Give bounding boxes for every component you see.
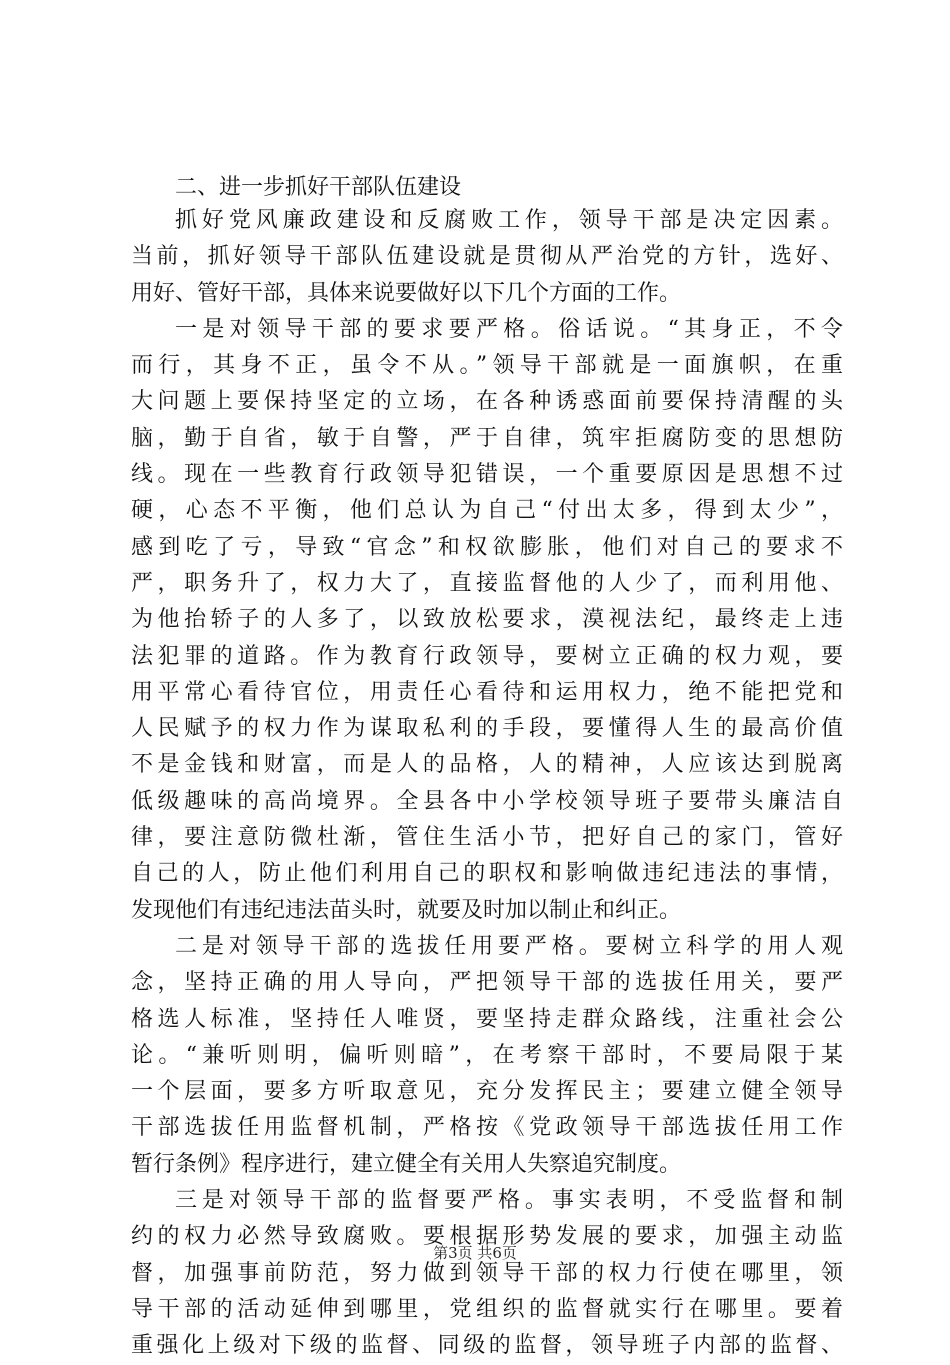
text-line: 一是对领导干部的要求要严格。俗话说。“其身正，不令 [175, 316, 843, 342]
text-line: 抓好党风廉政建设和反腐败工作，领导干部是决定因素。 [175, 208, 843, 233]
text-line: 二是对领导干部的选拔任用要严格。要树立科学的用人观 [175, 933, 843, 959]
text-line: 自己的人，防止他们利用自己的职权和影响做违纪违法的事情， [131, 861, 843, 887]
text-line: 三是对领导干部的监督要严格。事实表明，不受监督和制 [175, 1188, 843, 1214]
text-line: 为他抬轿子的人多了，以致放松要求，漠视法纪，最终走上违 [131, 607, 843, 633]
paragraph-1 [131, 203, 843, 312]
text-line: 硬，心态不平衡，他们总认为自己“付出太多，得到太少”， [131, 498, 843, 524]
text-line: 脑，勤于自省，敏于自警，严于自律，筑牢拒腐防变的思想防 [131, 425, 843, 451]
paragraph-2 [131, 312, 843, 929]
text-line: 而行，其身不正，虽令不从。”领导干部就是一面旗帜，在重 [131, 353, 843, 379]
text-line: 重强化上级对下级的监督、同级的监督，领导班子内部的监督、 [131, 1333, 843, 1359]
text-line: 约的权力必然导致腐败。要根据形势发展的要求，加强主动监 [131, 1224, 843, 1250]
text-line: 当前，抓好领导干部队伍建设就是贯彻从严治党的方针，选好、 [131, 244, 843, 270]
section-heading: 二、进一步抓好干部队伍建设 [175, 175, 462, 200]
text-line: 用平常心看待官位，用责任心看待和运用权力，绝不能把党和 [131, 679, 843, 705]
text-line: 念，坚持正确的用人导向，严把领导干部的选拔任用关，要严 [131, 970, 843, 996]
text-line: 大问题上要保持坚定的立场，在各种诱惑面前要保持清醒的头 [131, 389, 843, 415]
page-number-footer: 第3页 共6页 [433, 1244, 517, 1262]
text-line: 导干部的活动延伸到哪里，党组织的监督就实行在哪里。要着 [131, 1296, 843, 1322]
paragraph-3 [131, 929, 843, 1183]
text-line: 低级趣味的高尚境界。全县各中小学校领导班子要带头廉洁自 [131, 788, 843, 814]
text-line: 人民赋予的权力作为谋取私利的手段，要懂得人生的最高价值 [131, 716, 843, 742]
text-line: 干部选拔任用监督机制，严格按《党政领导干部选拔任用工作 [131, 1115, 843, 1141]
paragraph-4 [131, 1183, 843, 1364]
text-line: 律，要注意防微杜渐，管住生活小节，把好自己的家门，管好 [131, 825, 843, 851]
text-line: 暂行条例》程序进行，建立健全有关用人失察追究制度。 [131, 1151, 682, 1177]
text-line: 一个层面，要多方听取意见，充分发挥民主；要建立健全领导 [131, 1079, 843, 1105]
text-line: 法犯罪的道路。作为教育行政领导，要树立正确的权力观，要 [131, 643, 843, 669]
text-line: 论。“兼听则明，偏听则暗”，在考察干部时，不要局限于某 [131, 1042, 843, 1068]
text-line: 不是金钱和财富，而是人的品格，人的精神，人应该达到脱离 [131, 752, 843, 778]
text-line: 督，加强事前防范，努力做到领导干部的权力行使在哪里，领 [131, 1260, 843, 1286]
text-line: 线。现在一些教育行政领导犯错误，一个重要原因是思想不过 [131, 462, 843, 488]
text-line: 格选人标准，坚持任人唯贤，要坚持走群众路线，注重社会公 [131, 1006, 843, 1032]
document-body [131, 173, 843, 1365]
text-line: 感到吃了亏，导致“官念”和权欲膨胀，他们对自己的要求不 [131, 534, 843, 560]
text-line: 严，职务升了，权力大了，直接监督他的人少了，而利用他、 [131, 570, 843, 596]
text-line: 发现他们有违纪违法苗头时，就要及时加以制止和纠正。 [131, 897, 682, 923]
text-line: 用好、管好干部，具体来说要做好以下几个方面的工作。 [131, 280, 682, 306]
